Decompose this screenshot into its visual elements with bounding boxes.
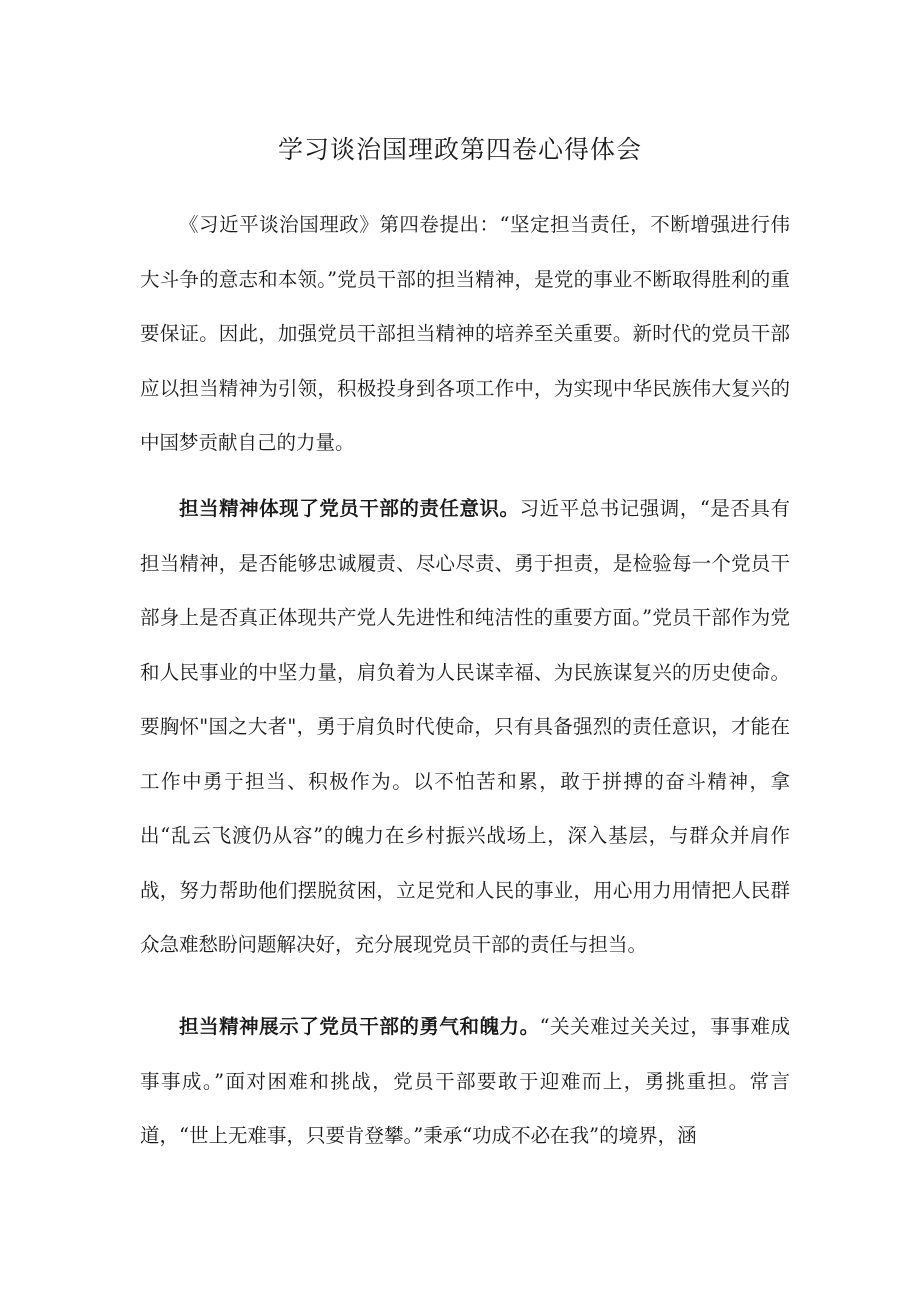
document-title: 学习谈治国理政第四卷心得体会: [277, 135, 642, 164]
paragraph-3-lead: 担当精神展示了党员干部的勇气和魄力。: [179, 1015, 540, 1038]
paragraph-1: [140, 198, 790, 471]
paragraph-1-text: 《习近平谈治国理政》第四卷提出：“坚定担当责任，不断增强进行伟大斗争的意志和本领。”党员干部的担当精神，是党的事业不断取得胜利的重要保证。因此，加强党员干部担当精神的培养至关重要。新时代的党员干部应以担当精神为引领，积极投身到各项工作中，为实现中华民族伟大复兴的中国梦贡献自己的力量。: [140, 213, 790, 454]
paragraph-3-text: “关关难过关关过，事事难成事事成。”面对困难和挑战，党员干部要敢于迎难而上，勇挑重担。常言道，“世上无难事，只要肯登攀。”秉承“功成不必在我”的境界，涵: [140, 1015, 790, 1147]
paragraph-2: [140, 482, 790, 973]
paragraph-3: [140, 1000, 790, 1164]
paragraph-2-lead: 担当精神体现了党员干部的责任意识。: [179, 497, 520, 520]
paragraph-2-text: 习近平总书记强调，“是否具有担当精神，是否能够忠诚履责、尽心尽责、勇于担责，是检验每一个党员干部身上是否真正体现共产党人先进性和纯洁性的重要方面。”党员干部作为党和人民事业的中坚力量，肩负着为人民谋幸福、为民族谋复兴的历史使命。要胸怀"国之大者"，勇于肩负时代使命，只有具备强烈的责任意识，才能在工作中勇于担当、积极作为。以不怕苦和累，敢于拼搏的奋斗精神，拿出“乱云飞渡仍从容”的魄力在乡村振兴战场上，深入基层，与群众并肩作战，努力帮助他们摆脱贫困，立足党和人民的事业，用心用力用情把人民群众急难愁盼问题解决好，充分展现党员干部的责任与担当。: [140, 497, 790, 956]
